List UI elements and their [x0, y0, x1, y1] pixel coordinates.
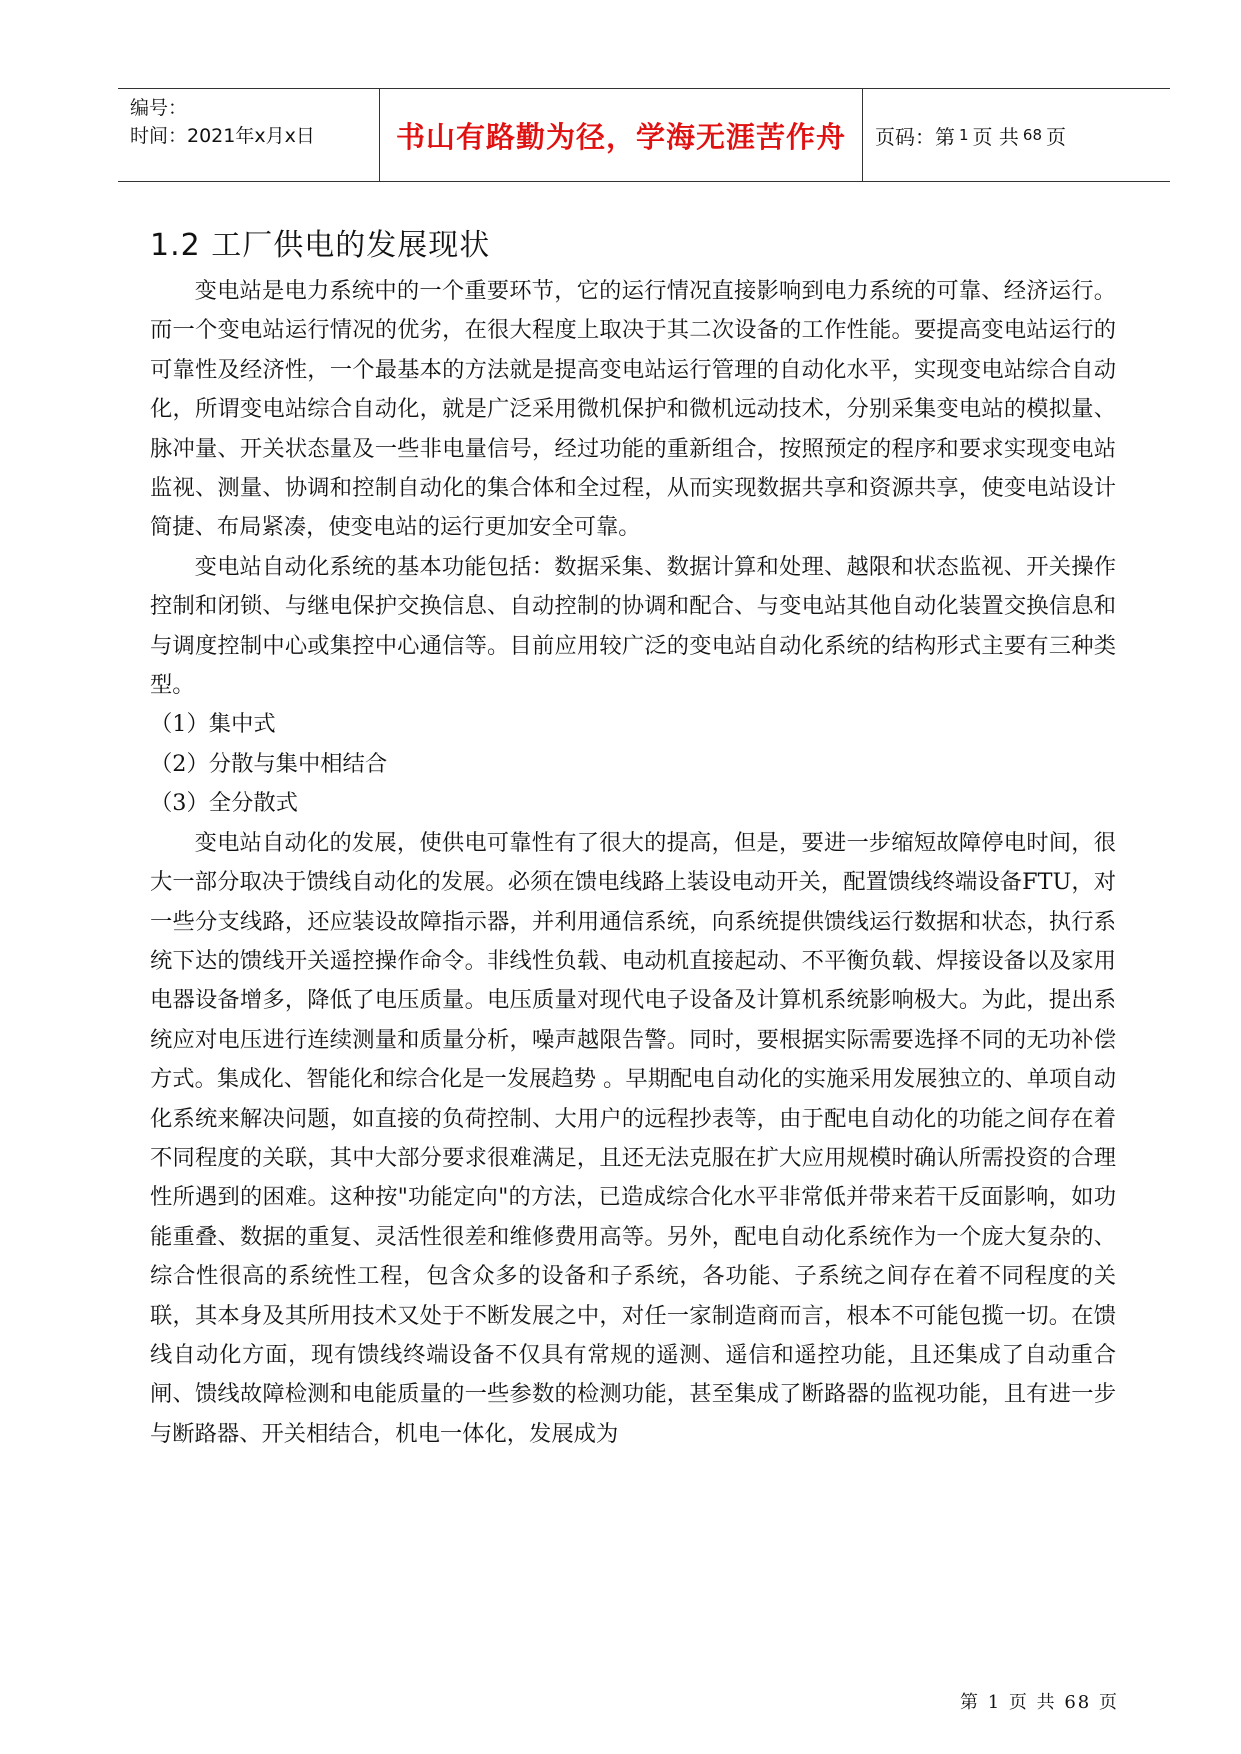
section-heading: 1.2 工厂供电的发展现状: [150, 228, 491, 263]
page-info-current: 1: [959, 126, 969, 144]
header-slogan: 书山有路勤为径，学海无涯苦作舟: [395, 119, 846, 154]
document-number-label: 编号：: [130, 97, 188, 119]
page-info-suffix: 页: [1046, 124, 1066, 149]
document-header: [118, 88, 1170, 182]
list-item: （1）集中式: [150, 711, 276, 738]
header-slogan-cell: [379, 89, 863, 181]
body-paragraph: 变电站是电力系统中的一个重要环节，它的运行情况直接影响到电力系统的可靠、经济运行。而一个变电站运行情况的优劣，在很大程度上取决于其二次设备的工作性能。要提高变电站运行的可靠性及经济性，一个最基本的方法就是提高变电站运行管理的自动化水平，实现变电站综合自动化，所谓变电站综合自动化，就是广泛采用微机保护和微机远动技术，分别采集变电站的模拟量、脉冲量、开关状态量及一些非电量信号，经过功能的重新组合，按照预定的程序和要求实现变电站监视、测量、协调和控制自动化的集合体和全过程，从而实现数据共享和资源共享，使变电站设计简捷、布局紧凑，使变电站的运行更加安全可靠。: [150, 278, 1116, 541]
body-paragraph: 变电站自动化系统的基本功能包括：数据采集、数据计算和处理、越限和状态监视、开关操作控制和闭锁、与继电保护交换信息、自动控制的协调和配合、与变电站其他自动化装置交换信息和与调度控制中心或集控中心通信等。目前应用较广泛的变电站自动化系统的结构形式主要有三种类型。: [150, 553, 1116, 699]
header-page-info: [863, 89, 1170, 181]
page-info-label: 页码：第: [875, 124, 955, 149]
body-paragraph: 变电站自动化的发展，使供电可靠性有了很大的提高，但是，要进一步缩短故障停电时间，很大一部分取决于馈线自动化的发展。必须在馈电线路上装设电动开关，配置馈线终端设备FTU，对一些分支线路，还应装设故障指示器，并利用通信系统，向系统提供馈线运行数据和状态，执行系统下达的馈线开关遥控操作命令。非线性负载、电动机直接起动、不平衡负载、焊接设备以及家用电器设备增多，降低了电压质量。电压质量对现代电子设备及计算机系统影响极大。为此，提出系统应对电压进行连续测量和质量分析，噪声越限告警。同时，要根据实际需要选择不同的无功补偿方式。集成化、智能化和综合化是一发展趋势 。早期配电自动化的实施采用发展独立的、单项自动化系统来解决问题，如直接的负荷控制、大用户的远程抄表等，由于配电自动化的功能之间存在着不同程度的关联，其中大部分要求很难满足，且还无法克服在扩大应用规模时确认所需投资的合理性所遇到的困难。这种按"功能定向"的方法，已造成综合化水平非常低并带来若干反面影响，如功能重叠、数据的重复、灵活性很差和维修费用高等。另外，配电自动化系统作为一个庞大复杂的、综合性很高的系统性工程，包含众多的设备和子系统，各功能、子系统之间存在着不同程度的关联，其本身及其所用技术又处于不断发展之中，对任一家制造商而言，根本不可能包揽一切。在馈线自动化方面，现有馈线终端设备不仅具有常规的遥测、遥信和遥控功能，且还集成了自动重合闸、馈线故障检测和电能质量的一些参数的检测功能，甚至集成了断路器的监视功能，且有进一步与断路器、开关相结合，机电一体化，发展成为: [150, 829, 1116, 1447]
list-item: （3）全分散式: [150, 790, 298, 817]
document-date: 时间：2021年x月x日: [130, 125, 315, 147]
header-meta: [118, 89, 379, 181]
page-footer: 第 1 页 共 68 页: [960, 1692, 1119, 1713]
page-info-mid: 页 共: [972, 124, 1019, 149]
page-info-total: 68: [1022, 126, 1042, 144]
list-item: （2）分散与集中相结合: [150, 750, 388, 777]
document-body: [150, 272, 1116, 1454]
